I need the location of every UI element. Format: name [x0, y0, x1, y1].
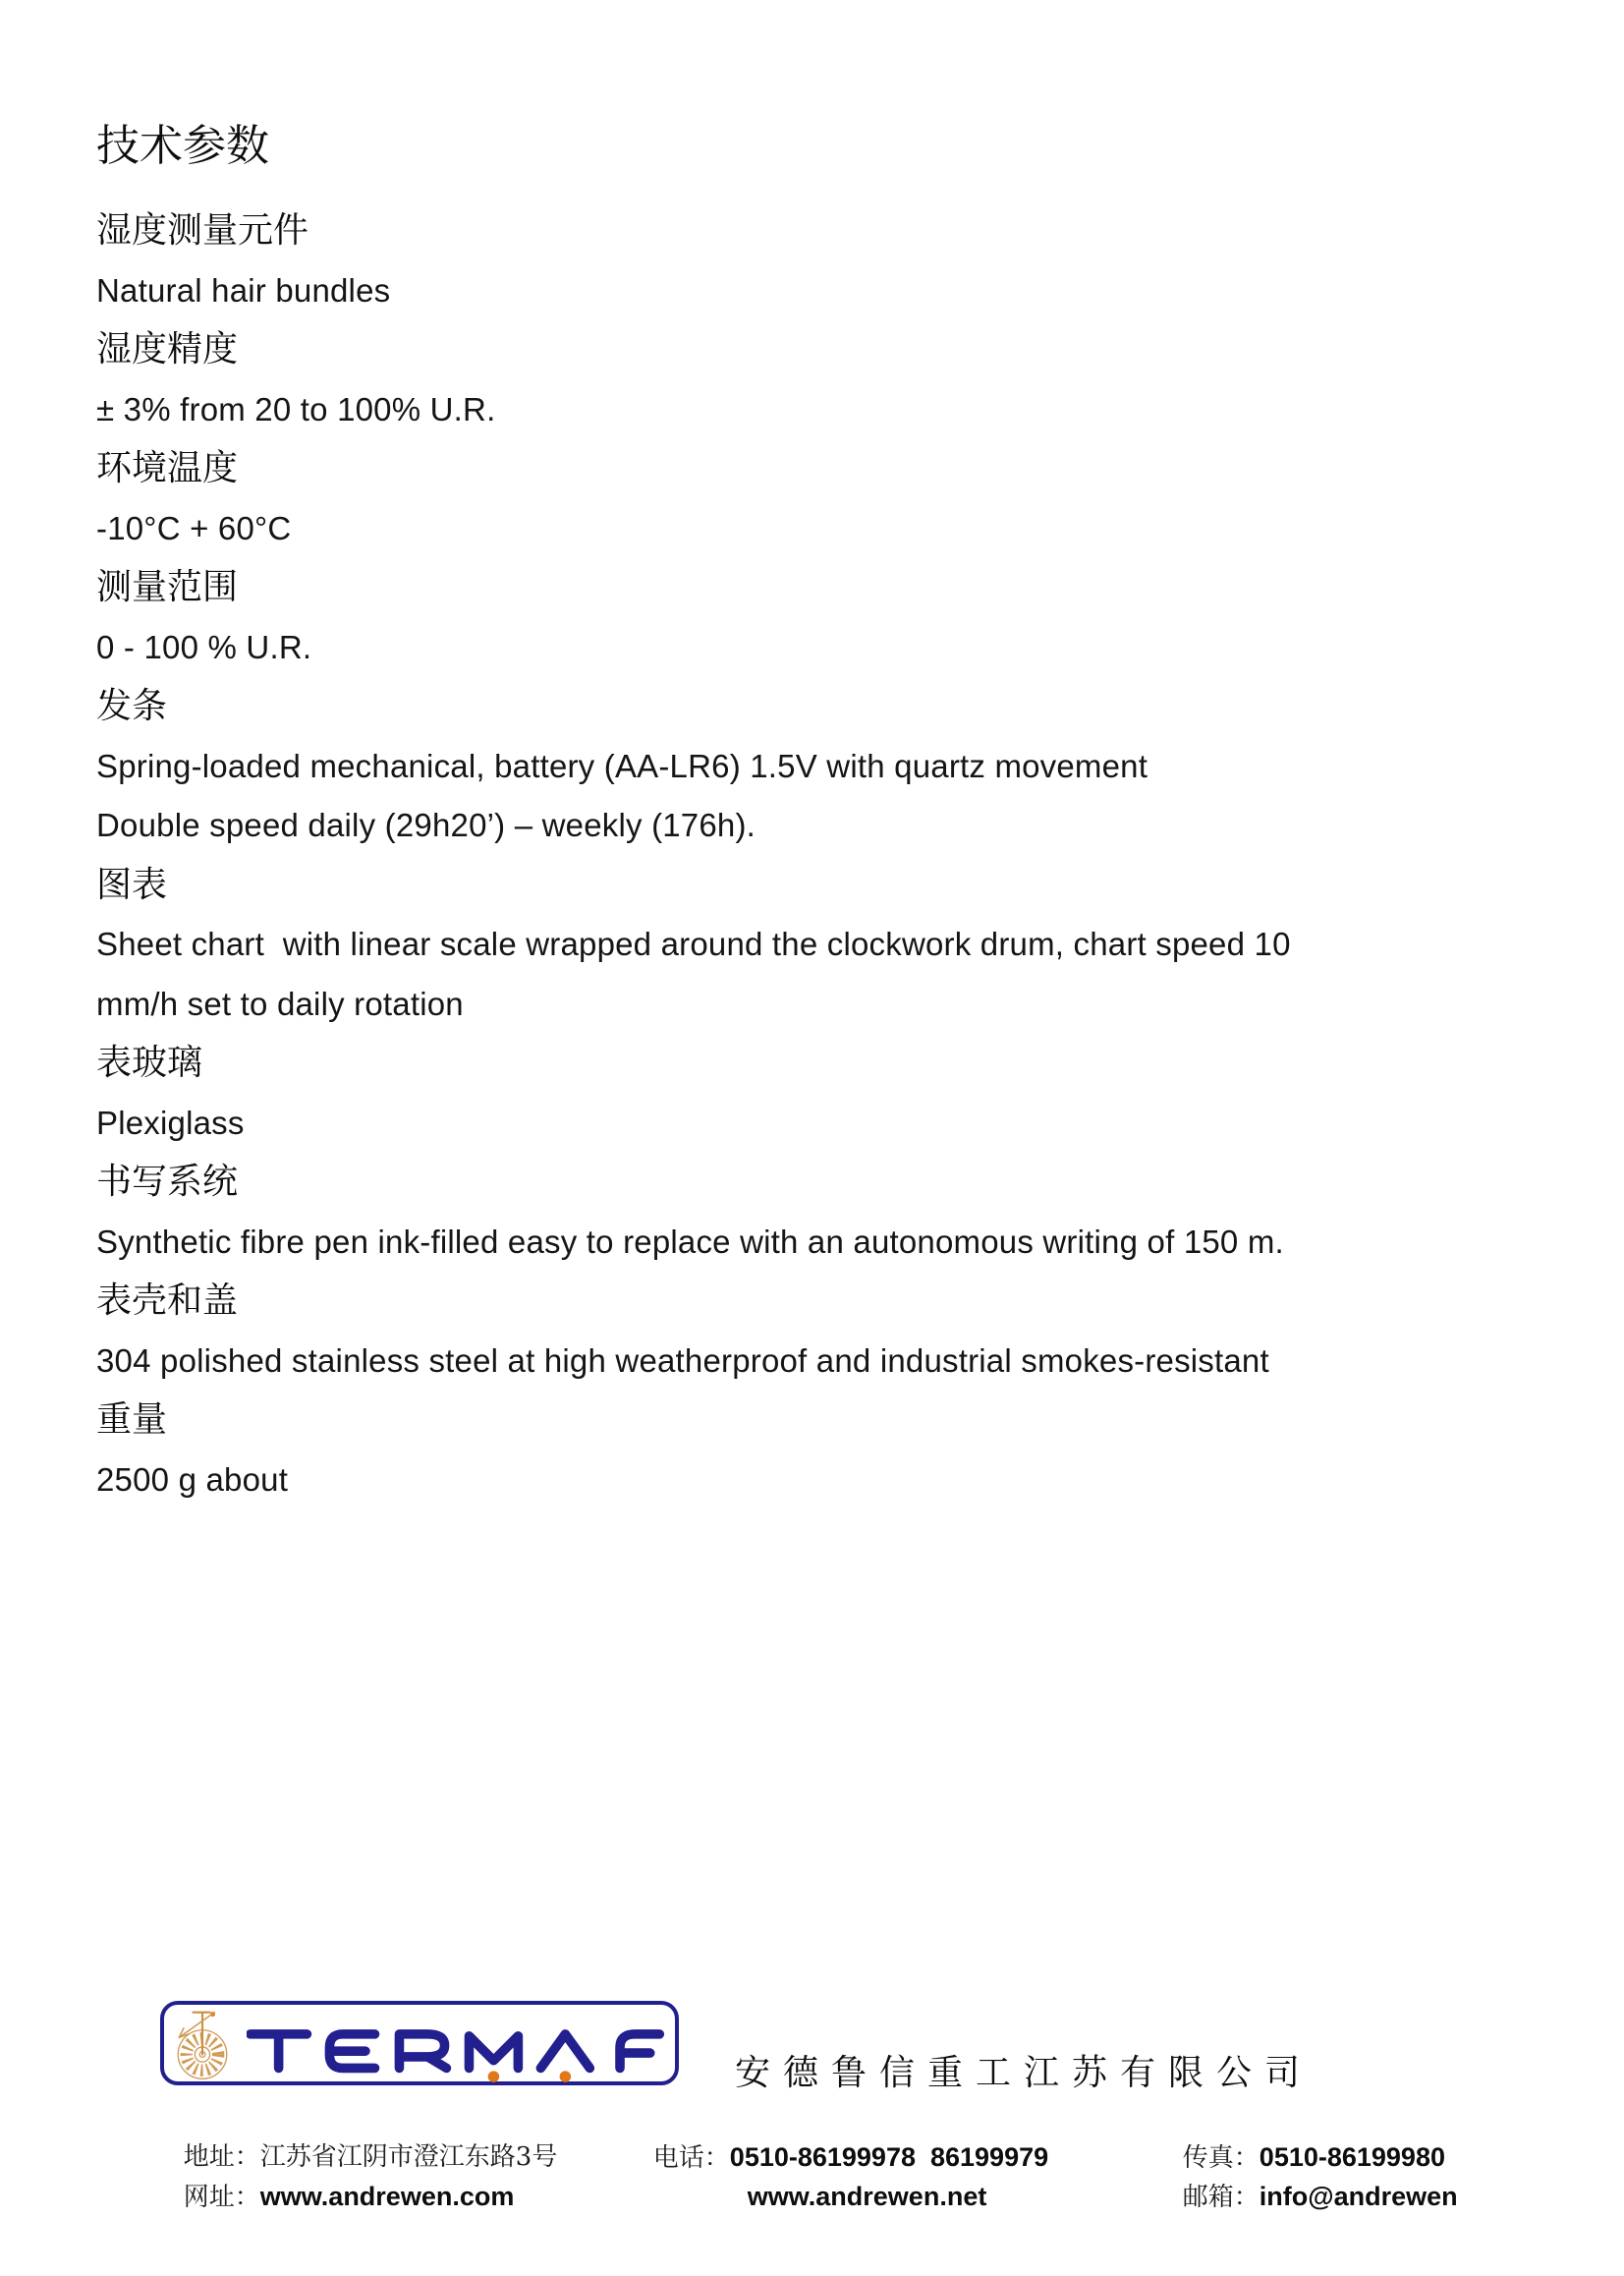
website-label: 网址：: [183, 2183, 260, 2212]
address-value: 江苏省江阴市澄江东路3号: [259, 2142, 558, 2172]
website-net-value: www.andrewen.net: [747, 2182, 987, 2211]
phone-value: 0510-86199978 86199979: [729, 2142, 1049, 2172]
spec-label-line: 测量范围: [96, 567, 239, 607]
spec-value-line: -10°C + 60°C: [96, 509, 292, 546]
spec-value-line: 0 - 100 % U.R.: [96, 628, 312, 665]
fax-value: 0510-86199980: [1259, 2142, 1445, 2172]
spec-label-line: 书写系统: [96, 1162, 239, 1202]
spec-label-line: 湿度测量元件: [96, 210, 309, 251]
company-name: 安德鲁信重工江苏有限公司: [735, 2052, 1314, 2092]
website-net-line: [730, 2146, 987, 2211]
email-label: 邮箱：: [1182, 2183, 1260, 2212]
spec-label-line: 图表: [96, 864, 168, 905]
footer: [160, 2001, 1536, 2217]
letter-E: [329, 2034, 374, 2069]
spec-value-line: 2500 g about: [96, 1460, 289, 1498]
spec-label-line: 发条: [96, 686, 168, 726]
email-value: info@andrewen: [1259, 2182, 1458, 2211]
spec-value-line: Sheet chart with linear scale wrapped around the clockwork drum, chart speed 10: [96, 926, 1291, 962]
spec-value-line: 304 polished stainless steel at high weatherproof and industrial smokes-resistant: [96, 1341, 1269, 1379]
spec-value-line: Spring-loaded mechanical, battery (AA-LR6) 1.5V with quartz movement: [96, 747, 1148, 784]
spec-list: [96, 201, 1291, 1509]
spec-value-line: mm/h set to daily rotation: [96, 985, 464, 1022]
phone-line: [636, 2107, 1049, 2173]
letter-M: [469, 2036, 518, 2082]
spec-label-line: 重量: [96, 1399, 168, 1440]
spec-value-line: Synthetic fibre pen ink-filled easy to replace with an autonomous writing of 150 m.: [96, 1223, 1284, 1260]
spec-value-line: Plexiglass: [96, 1104, 245, 1141]
spec-label-line: 表玻璃: [96, 1043, 203, 1083]
spec-label-line: 湿度精度: [96, 329, 239, 370]
fax-line: [1165, 2107, 1445, 2173]
spec-label-line: 表壳和盖: [96, 1280, 239, 1321]
termaf-logo: [160, 2001, 679, 2085]
page-title: 技术参数: [96, 121, 269, 172]
address-line: [166, 2107, 558, 2172]
letter-T: [251, 2034, 308, 2069]
spec-value-line: ± 3% from 20 to 100% U.R.: [96, 390, 496, 427]
email-line: [1165, 2146, 1458, 2212]
recorder-drum-illustration-icon: [170, 2006, 235, 2084]
spec-value-line: Natural hair bundles: [96, 271, 391, 309]
phone-label: 电话：: [652, 2143, 730, 2173]
website-line: [166, 2146, 515, 2212]
fax-label: 传真：: [1182, 2143, 1260, 2173]
spec-label-line: 环境温度: [96, 448, 239, 488]
letter-F: [620, 2034, 659, 2069]
website-com-value: www.andrewen.com: [259, 2182, 515, 2211]
spec-value-line: Double speed daily (29h20’) – weekly (176h).: [96, 807, 756, 843]
termaf-wordmark: [247, 2026, 667, 2083]
letter-R: [399, 2034, 446, 2069]
address-label: 地址：: [183, 2142, 260, 2172]
letter-A: [540, 2034, 589, 2082]
